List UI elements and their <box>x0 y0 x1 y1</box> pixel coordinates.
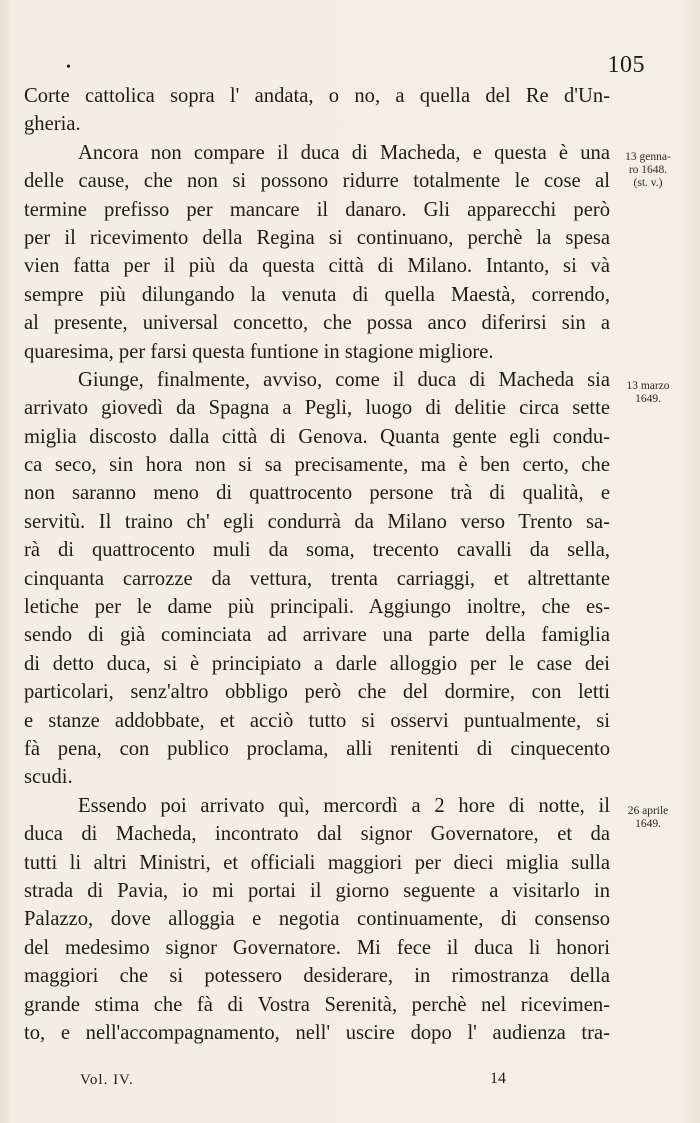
text-line: strada di Pavia, io mi portai il giorno seguente a visitarlo in <box>24 879 610 902</box>
margin-note-line: 1649. <box>635 393 661 405</box>
text-line: ca seco, sin hora non si sa precisamente, ma è ben certo, che <box>24 454 610 477</box>
text-line: non saranno meno di quattrocento persone trà di qualità, e <box>24 482 610 505</box>
text-line: arrivato giovedì da Spagna a Pegli, luogo di delitie circa sette <box>24 397 610 420</box>
text-line: particolari, senz'altro obbligo però che del dormire, con letti <box>24 681 610 704</box>
text-line: sempre più dilungando la venuta di quella Maestà, correndo, <box>24 283 610 306</box>
text-line: rà di quattrocento muli da soma, trecento cavalli da sella, <box>24 539 610 562</box>
margin-note-line: 13 marzo <box>626 380 670 392</box>
text-line: del medesimo signor Governatore. Mi fece il duca li honori <box>24 936 610 959</box>
margin-note-date <box>606 151 690 190</box>
text-line: to, e nell'accompagnamento, nell' uscire dopo l' audienza tra- <box>24 1021 610 1044</box>
text-line: vien fatta per il più da questa città di Milano. Intanto, si và <box>24 255 610 278</box>
margin-note-date <box>606 380 690 406</box>
text-line: Palazzo, dove alloggia e negotia continuamente, di consenso <box>24 908 610 931</box>
text-line: per il ricevimento della Regina si continuano, perchè la spesa <box>24 226 610 249</box>
text-line: e stanze addobbate, et acciò tutto si osservi puntualmente, si <box>24 709 610 732</box>
margin-note-line: 13 genna- <box>625 151 671 163</box>
text-line: Giunge, finalmente, avviso, come il duca di Macheda sia <box>78 368 610 391</box>
margin-note-date <box>606 805 690 831</box>
text-line: letiche per le dame più principali. Aggiungo inoltre, che es- <box>24 596 610 619</box>
text-line: Essendo poi arrivato quì, mercordì a 2 hore di notte, il <box>78 794 610 817</box>
footer-signature-number: 14 <box>490 1070 506 1087</box>
margin-note-line: 1649. <box>635 818 661 830</box>
text-line: delle cause, che non si possono ridurre totalmente le cose al <box>24 170 610 193</box>
margin-note-line: (st. v.) <box>633 177 663 189</box>
text-line: gheria. <box>24 113 81 136</box>
text-line: maggiori che si potessero desiderare, in rimostranza della <box>24 965 610 988</box>
text-line: al presente, universal concetto, che possa anco diferirsi sin a <box>24 312 610 335</box>
footer-signature: Vol. IV. <box>80 1072 134 1088</box>
text-line: miglia discosto dalla città di Genova. Quanta gente egli condu- <box>24 425 610 448</box>
text-line: sendo di già cominciata ad arrivare una parte della famiglia <box>24 624 610 647</box>
text-line: cinquanta carrozze da vettura, trenta carriaggi, et altrettante <box>24 567 610 590</box>
text-line: di detto duca, si è principiato a darle alloggio per le case dei <box>24 652 610 675</box>
text-line: Ancora non compare il duca di Macheda, e questa è una <box>78 141 610 164</box>
text-line: tutti li altri Ministri, et officiali maggiori per dieci miglia sulla <box>24 851 610 874</box>
text-line: quaresima, per farsi questa funtione in stagione migliore. <box>24 340 494 363</box>
text-line: Corte cattolica sopra l' andata, o no, a quella del Re d'Un- <box>24 85 610 107</box>
text-line: termine prefisso per mancare il danaro. Gli apparecchi però <box>24 198 610 221</box>
body-text <box>24 82 610 1047</box>
text-line: grande stima che fà di Vostra Serenità, perchè nel ricevimen- <box>24 993 610 1016</box>
margin-note-line: 26 aprile <box>627 805 669 817</box>
text-line: scudi. <box>24 766 73 789</box>
page-number: 105 <box>607 52 645 78</box>
text-line: fà pena, con publico proclama, alli renitenti di cinquecento <box>24 737 610 760</box>
margin-note-line: ro 1648. <box>628 164 668 176</box>
text-line: duca di Macheda, incontrato dal signor Governatore, et da <box>24 823 610 846</box>
text-line: servitù. Il traino ch' egli condurrà da Milano verso Trento sa- <box>24 510 610 533</box>
header-dot: • <box>66 60 71 75</box>
